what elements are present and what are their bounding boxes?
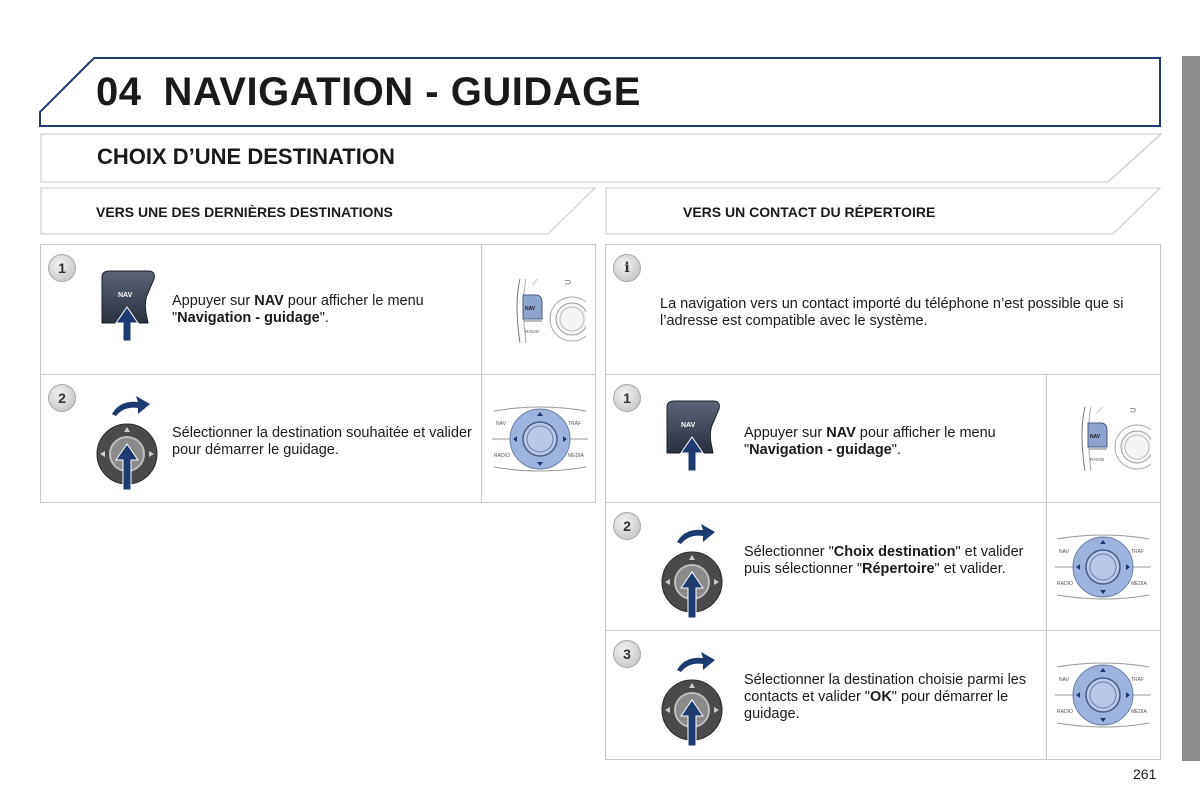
info-text: La navigation vers un contact importé du téléphone n’est possible que si l’adresse est compatible avec le système.	[660, 296, 1124, 329]
svg-text:NAV: NAV	[525, 306, 536, 312]
nav-button-press-icon	[661, 397, 727, 473]
dashboard-nav-button-thumbnail-icon	[512, 273, 586, 349]
right-step-3-text: Sélectionner la destination choisie parmi les contacts et valider "OK" pour démarrer le guidage.	[744, 672, 1027, 722]
chapter-side-tab	[1182, 56, 1200, 761]
svg-text:MEDIA: MEDIA	[568, 453, 584, 459]
right-step-1-text: Appuyer sur NAV pour afficher le menu "Navigation - guidage".	[744, 425, 996, 458]
page-number: 261	[1133, 766, 1157, 782]
svg-text:TRAF: TRAF	[1131, 549, 1145, 555]
dashboard-knob-thumbnail-icon	[490, 403, 590, 475]
info-icon: i	[613, 254, 641, 282]
dashboard-knob-thumbnail-icon	[1053, 659, 1153, 731]
svg-text:RADIO: RADIO	[1057, 709, 1073, 715]
left-step-2-thumbnail	[481, 375, 595, 502]
right-subtitle: VERS UN CONTACT DU RÉPERTOIRE	[683, 204, 936, 220]
svg-text:TRAF: TRAF	[1131, 677, 1145, 683]
left-step-2	[41, 375, 595, 502]
right-step-2-thumbnail	[1046, 503, 1160, 630]
dashboard-nav-button-thumbnail-icon	[1077, 401, 1151, 477]
svg-text:RADIO: RADIO	[494, 453, 510, 459]
svg-text:NAV: NAV	[681, 422, 696, 429]
svg-text:NAV: NAV	[1059, 677, 1069, 683]
chapter-title: NAVIGATION - GUIDAGE	[163, 70, 641, 114]
right-step-1-thumbnail	[1046, 375, 1160, 502]
svg-text:MEDIA: MEDIA	[1131, 709, 1147, 715]
step-number-badge: 1	[613, 384, 641, 412]
right-step-3	[606, 631, 1160, 759]
left-step-1-thumbnail	[481, 245, 595, 374]
section-title: CHOIX D’UNE DESTINATION	[97, 144, 395, 169]
right-info-row	[606, 245, 1160, 375]
svg-text:TRAF: TRAF	[568, 421, 582, 427]
svg-text:NAV: NAV	[1090, 434, 1101, 440]
svg-text:RADIO: RADIO	[1057, 581, 1073, 587]
svg-text:RADIO: RADIO	[1090, 457, 1105, 462]
right-step-3-thumbnail	[1046, 631, 1160, 759]
step-number-badge: 1	[48, 254, 76, 282]
svg-text:RADIO: RADIO	[525, 329, 540, 334]
step-number-badge: 2	[613, 512, 641, 540]
dashboard-knob-thumbnail-icon	[1053, 531, 1153, 603]
svg-text:NAV: NAV	[118, 292, 133, 299]
rotary-knob-press-icon	[659, 648, 725, 748]
chapter-number: 04	[96, 70, 142, 114]
left-steps-panel	[40, 244, 596, 503]
svg-text:⊃: ⊃	[564, 277, 572, 287]
right-steps-panel	[605, 244, 1161, 760]
left-step-1-text: Appuyer sur NAV pour afficher le menu "Navigation - guidage".	[172, 293, 424, 326]
svg-text:MEDIA: MEDIA	[1131, 581, 1147, 587]
right-step-1	[606, 375, 1160, 503]
rotary-knob-press-icon	[94, 392, 160, 492]
svg-text:⊃: ⊃	[1129, 405, 1137, 415]
step-number-badge: 3	[613, 640, 641, 668]
right-step-2	[606, 503, 1160, 631]
left-step-1	[41, 245, 595, 375]
svg-text:NAV: NAV	[496, 421, 506, 427]
left-subtitle: VERS UNE DES DERNIÈRES DESTINATIONS	[96, 204, 393, 220]
svg-text:⟋: ⟋	[532, 278, 538, 287]
svg-text:⟋: ⟋	[1097, 406, 1103, 415]
left-step-2-text: Sélectionner la destination souhaitée et valider pour démarrer le guidage.	[172, 425, 472, 458]
svg-text:NAV: NAV	[1059, 549, 1069, 555]
nav-button-press-icon	[96, 267, 162, 343]
right-step-2-text: Sélectionner "Choix destination" et valider puis sélectionner "Répertoire" et valider.	[744, 544, 1024, 577]
rotary-knob-press-icon	[659, 520, 725, 620]
step-number-badge: 2	[48, 384, 76, 412]
page-title	[96, 70, 641, 115]
